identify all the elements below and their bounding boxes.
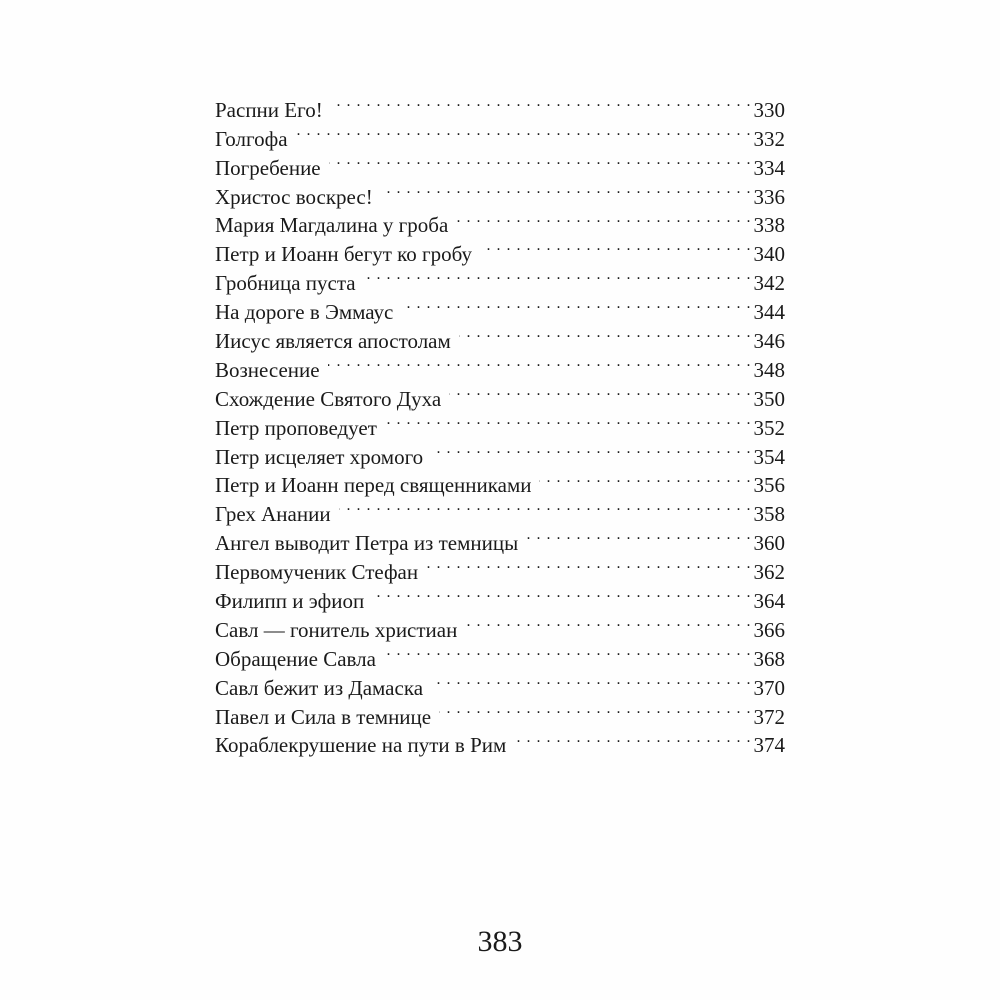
toc-entry-page: 354 xyxy=(753,444,785,469)
toc-entry-page: 368 xyxy=(753,646,785,671)
toc-entry-page: 334 xyxy=(753,155,785,180)
dot-leader xyxy=(431,666,751,695)
toc-entry-page: 330 xyxy=(753,97,785,122)
dot-leader xyxy=(526,521,751,550)
toc-entry-page: 356 xyxy=(753,473,785,498)
toc-entry-title: Схождение Святого Духа xyxy=(215,386,442,411)
dot-leader xyxy=(328,348,752,377)
table-of-contents xyxy=(215,88,785,758)
toc-entry-title: Филипп и эфиоп xyxy=(215,589,365,614)
toc-entry-title: Савл — гонитель христиан xyxy=(215,617,458,642)
toc-entry-page: 362 xyxy=(753,560,785,585)
toc-entry-title: Петр проповедует xyxy=(215,415,377,440)
dot-leader xyxy=(431,435,751,464)
dot-leader xyxy=(426,550,751,579)
toc-entry-page: 342 xyxy=(753,271,785,296)
toc-entry-title: Вознесение xyxy=(215,357,320,382)
toc-entry-title: Савл бежит из Дамаска xyxy=(215,675,424,700)
dot-leader xyxy=(539,464,751,493)
toc-entry-page: 344 xyxy=(753,300,785,325)
toc-entry-title: Распни Его! xyxy=(215,97,323,122)
toc-entry-page: 370 xyxy=(753,675,785,700)
toc-entry-title: Христос воскрес! xyxy=(215,184,373,209)
toc-entry-title: Петр и Иоанн бегут ко гробу xyxy=(215,242,473,267)
dot-leader xyxy=(459,319,752,348)
toc-entry-page: 336 xyxy=(753,184,785,209)
dot-leader xyxy=(456,204,751,233)
dot-leader xyxy=(339,492,752,521)
toc-entry xyxy=(215,117,785,151)
toc-entry-title: Кораблекрушение на пути в Рим xyxy=(215,733,507,758)
toc-entry-page: 374 xyxy=(753,733,785,758)
toc-entry-page: 352 xyxy=(753,415,785,440)
toc-entry-page: 348 xyxy=(753,357,785,382)
toc-entry-title: Гробница пуста xyxy=(215,271,356,296)
toc-entry-page: 358 xyxy=(753,502,785,527)
toc-entry-page: 364 xyxy=(753,589,785,614)
dot-leader xyxy=(329,146,752,175)
dot-leader xyxy=(465,608,751,637)
toc-entry-page: 372 xyxy=(753,704,785,729)
toc-entry-page: 360 xyxy=(753,531,785,556)
toc-entry-title: На дороге в Эммаус xyxy=(215,300,394,325)
dot-leader xyxy=(449,377,751,406)
toc-entry-title: Петр и Иоанн перед священниками xyxy=(215,473,532,498)
toc-entry-title: Первомученик Стефан xyxy=(215,560,419,585)
page-number: 383 xyxy=(477,925,523,958)
dot-leader xyxy=(480,232,751,261)
toc-entry xyxy=(215,146,785,180)
toc-entry-title: Павел и Сила в темнице xyxy=(215,704,432,729)
toc-entry-page: 332 xyxy=(753,126,785,151)
toc-entry xyxy=(215,88,785,122)
dot-leader xyxy=(331,88,752,117)
toc-entry-title: Голгофа xyxy=(215,126,288,151)
toc-entry-page: 350 xyxy=(753,386,785,411)
dot-leader xyxy=(384,637,752,666)
toc-entry-page: 338 xyxy=(753,213,785,238)
toc-entry-page: 340 xyxy=(753,242,785,267)
toc-entry-title: Иисус является апостолам xyxy=(215,329,451,354)
toc-entry-page: 346 xyxy=(753,329,785,354)
dot-leader xyxy=(372,579,751,608)
dot-leader xyxy=(385,406,752,435)
dot-leader xyxy=(381,175,752,204)
toc-entry-title: Мария Магдалина у гроба xyxy=(215,213,449,238)
dot-leader xyxy=(514,724,751,753)
toc-entry-title: Грех Анании xyxy=(215,502,331,527)
dot-leader xyxy=(401,290,751,319)
toc-entry-title: Обращение Савла xyxy=(215,646,376,671)
toc-entry-title: Погребение xyxy=(215,155,321,180)
toc-entry-title: Петр исцеляет хромого xyxy=(215,444,424,469)
toc-entry-title: Ангел выводит Петра из темницы xyxy=(215,531,519,556)
dot-leader xyxy=(364,261,752,290)
dot-leader xyxy=(296,117,752,146)
dot-leader xyxy=(439,695,751,724)
toc-entry-page: 366 xyxy=(753,617,785,642)
